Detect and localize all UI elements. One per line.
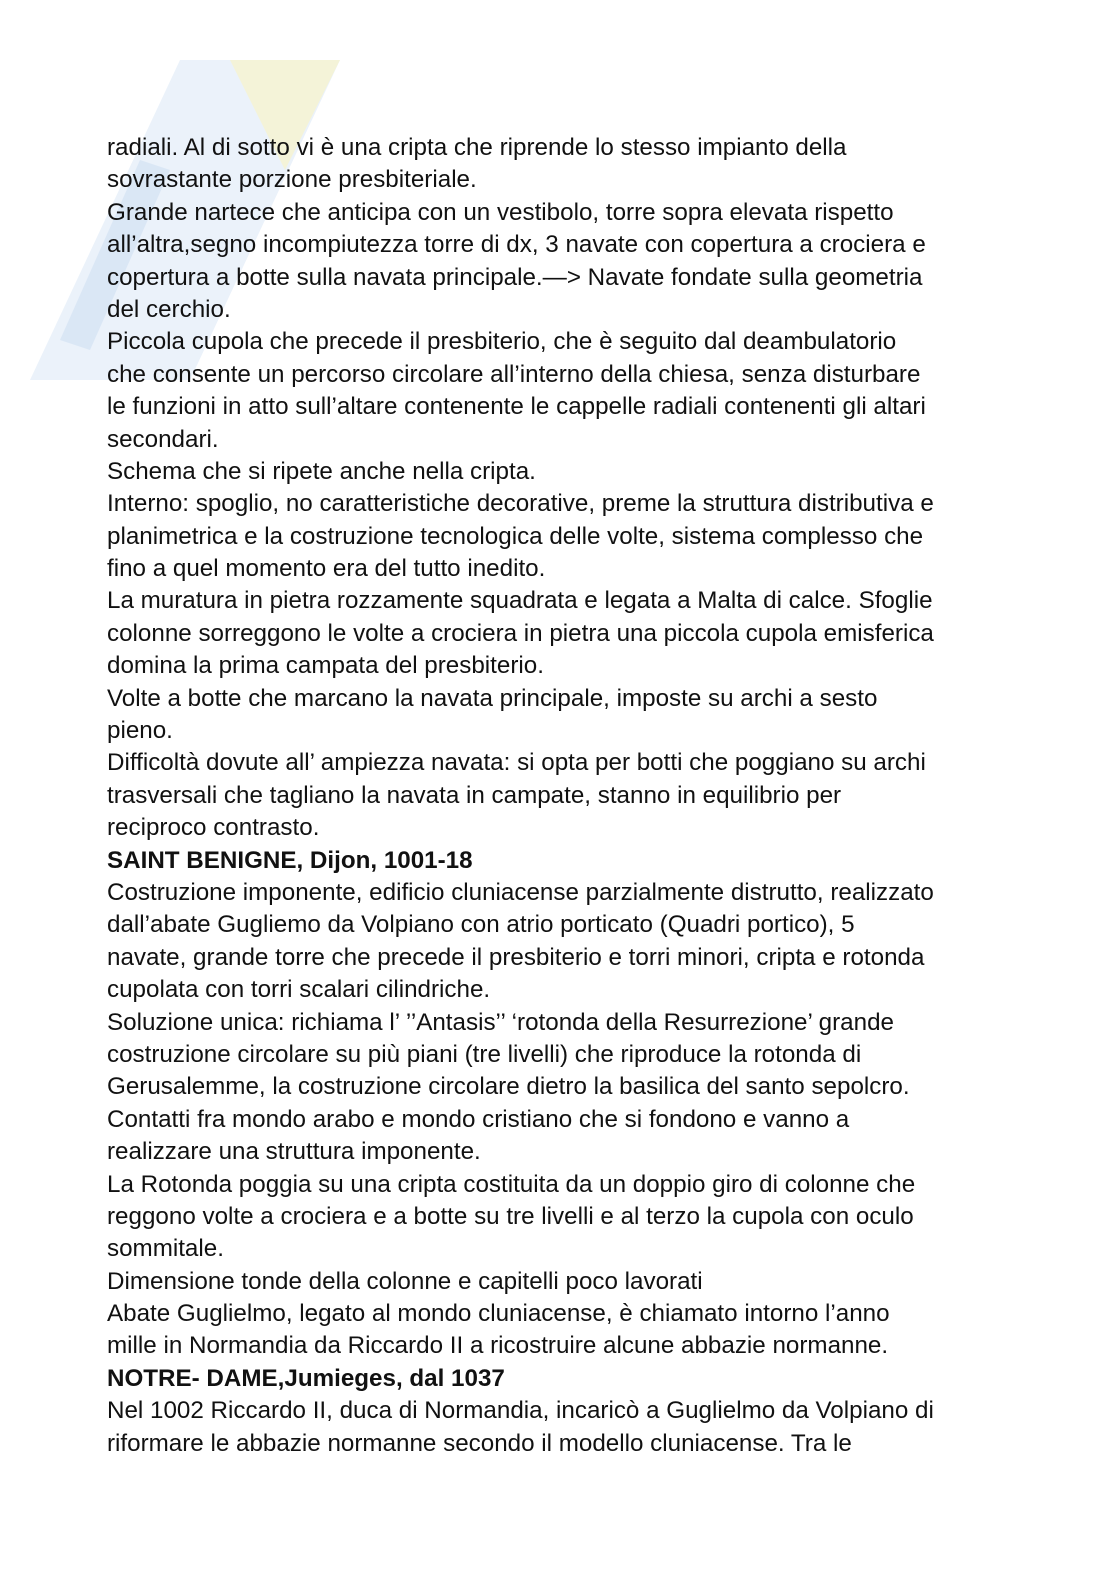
text-line: radiali. Al di sotto vi è una cripta che riprende lo stesso impianto della [107,134,847,161]
text-line: copertura a botte sulla navata principale.—> Navate fondate sulla geometria [107,263,923,291]
text-line: le funzioni in atto sull’altare contenente le cappelle radiali contenenti gli altari [107,393,926,421]
text-line: Soluzione unica: richiama l’ ’’Antasis’’ ‘rotonda della Resurrezione’ grande [107,1008,894,1036]
text-line: all’altra,segno incompiutezza torre di dx, 3 navate con copertura a crociera e [107,231,926,259]
text-line: La Rotonda poggia su una cripta costituita da un doppio giro di colonne che [107,1170,916,1198]
text-line: secondari. [107,425,219,453]
document-page [107,132,1007,1460]
text-line: Nel 1002 Riccardo II, duca di Normandia, incaricò a Guglielmo da Volpiano di [107,1397,934,1425]
text-line: riformare le abbazie normanne secondo il modello cluniacense. Tra le [107,1429,852,1457]
text-line: dall’abate Gugliemo da Volpiano con atrio porticato (Quadri portico), 5 [107,911,855,939]
text-line: reggono volte a crociera e a botte su tre livelli e al terzo la cupola con oculo [107,1202,914,1230]
text-line: Interno: spoglio, no caratteristiche decorative, preme la struttura distributiva e [107,490,934,518]
text-line: La muratura in pietra rozzamente squadrata e legata a Malta di calce. Sfoglie [107,587,933,615]
text-line: domina la prima campata del presbiterio. [107,652,544,680]
text-line: Contatti fra mondo arabo e mondo cristiano che si fondono e vanno a [107,1105,850,1133]
text-line: Abate Guglielmo, legato al mondo cluniacense, è chiamato intorno l’anno [107,1300,890,1328]
text-line: reciproco contrasto. [107,814,320,842]
section-heading: NOTRE- DAME,Jumieges, dal 1037 [107,1364,505,1392]
text-line: sovrastante porzione presbiteriale. [107,166,477,194]
text-line: realizzare una struttura imponente. [107,1138,481,1166]
text-line: Dimensione tonde della colonne e capitelli poco lavorati [107,1267,703,1295]
text-line: Costruzione imponente, edificio cluniacense parzialmente distrutto, realizzato [107,878,934,906]
text-line: del cerchio. [107,295,231,323]
text-line: colonne sorreggono le volte a crociera in pietra una piccola cupola emisferica [107,619,934,647]
text-line: che consente un percorso circolare all’interno della chiesa, senza disturbare [107,360,921,388]
text-line: Grande nartece che anticipa con un vestibolo, torre sopra elevata rispetto [107,198,894,226]
text-line: Gerusalemme, la costruzione circolare dietro la basilica del santo sepolcro. [107,1073,910,1101]
text-line: costruzione circolare su più piani (tre livelli) che riproduce la rotonda di [107,1040,862,1068]
text-line: pieno. [107,717,173,745]
section-heading: SAINT BENIGNE, Dijon, 1001-18 [107,846,473,874]
text-line: mille in Normandia da Riccardo II a ricostruire alcune abbazie normanne. [107,1332,889,1360]
text-line: navate, grande torre che precede il presbiterio e torri minori, cripta e rotonda [107,943,925,971]
text-line: Piccola cupola che precede il presbiterio, che è seguito dal deambulatorio [107,328,897,356]
text-line: planimetrica e la costruzione tecnologica delle volte, sistema complesso che [107,522,924,550]
text-line: cupolata con torri scalari cilindriche. [107,976,491,1004]
text-line: Volte a botte che marcano la navata principale, imposte su archi a sesto [107,684,878,712]
text-line: trasversali che tagliano la navata in campate, stanno in equilibrio per [107,781,842,809]
text-line: Difficoltà dovute all’ ampiezza navata: si opta per botti che poggiano su archi [107,749,926,777]
text-line: fino a quel momento era del tutto inedito. [107,555,546,583]
text-line: Schema che si ripete anche nella cripta. [107,457,536,485]
text-line: sommitale. [107,1235,224,1263]
